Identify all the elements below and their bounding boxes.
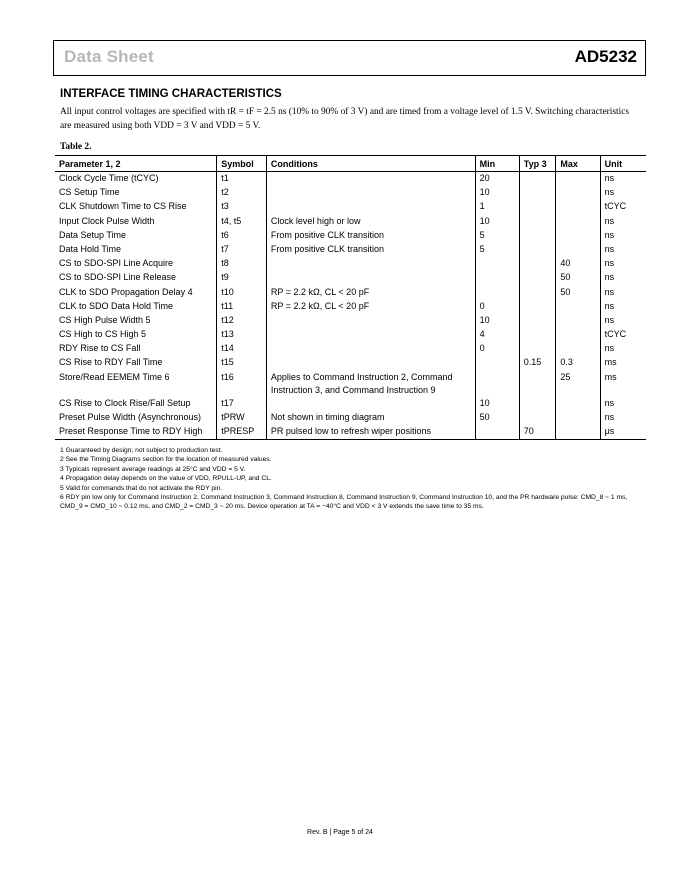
cell-conditions: From positive CLK transition: [266, 243, 475, 257]
cell-min: 5: [475, 243, 519, 257]
cell-conditions: PR pulsed low to refresh wiper positions: [266, 425, 475, 440]
timing-table: [55, 155, 646, 440]
cell-typ: [519, 172, 556, 187]
cell-unit: ns: [600, 243, 646, 257]
cell-max: 50: [556, 286, 600, 300]
cell-conditions: [266, 271, 475, 285]
cell-typ: [519, 371, 556, 397]
table-row: [55, 342, 646, 356]
cell-max: 50: [556, 271, 600, 285]
cell-parameter: RDY Rise to CS Fall: [59, 343, 141, 354]
page-header: [53, 40, 646, 76]
cell-symbol: t16: [217, 371, 267, 397]
footnote-2: 2 See the Timing Diagrams section for the location of measured values.: [60, 456, 272, 464]
cell-typ: [519, 229, 556, 243]
cell-unit: ns: [600, 300, 646, 314]
cell-symbol: t7: [217, 243, 267, 257]
cell-conditions: [266, 257, 475, 271]
cell-conditions: [266, 342, 475, 356]
cell-min: [475, 425, 519, 440]
table-row: [55, 425, 646, 440]
cell-parameter: CS High Pulse Width 5: [59, 314, 151, 325]
cell-symbol: t4, t5: [217, 215, 267, 229]
cell-unit: ns: [600, 342, 646, 356]
cell-typ: [519, 186, 556, 200]
cell-max: [556, 411, 600, 425]
cell-parameter: Store/Read EEMEM Time 6: [59, 371, 170, 382]
cell-conditions: Clock level high or low: [266, 215, 475, 229]
cell-max: 0.3: [556, 356, 600, 370]
table-header-row: [55, 156, 646, 172]
footnote-5: 5 Valid for commands that do not activate the RDY pin.: [60, 484, 223, 492]
cell-unit: tCYC: [600, 200, 646, 214]
cell-parameter: CS High to CS High 5: [59, 329, 147, 340]
cell-parameter: CLK to SDO Data Hold Time: [59, 300, 174, 311]
cell-conditions: [266, 186, 475, 200]
cell-parameter: Preset Response Time to RDY High: [55, 425, 217, 440]
intro-paragraph: All input control voltages are specified with tR = tF = 2.5 ns (10% to 90% of 3 V) and are timed from a voltage level of 1.5 V. Switching characteristics are measured using both VDD = 3 V and VDD = 5 V.: [60, 107, 630, 131]
cell-min: 0: [475, 342, 519, 356]
cell-unit: ns: [600, 271, 646, 285]
cell-min: 1: [475, 200, 519, 214]
cell-max: [556, 243, 600, 257]
cell-conditions: RP = 2.2 kΩ, CL < 20 pF: [266, 286, 475, 300]
cell-conditions: [266, 328, 475, 342]
table-row: [55, 215, 646, 229]
cell-max: [556, 397, 600, 411]
cell-typ: 0.15: [519, 356, 556, 370]
col-header-conditions: Conditions: [266, 156, 475, 172]
col-header-parameter: Parameter 1, 2: [55, 156, 217, 172]
cell-unit: ns: [600, 172, 646, 187]
table-row: [55, 229, 646, 243]
cell-parameter: CS to SDO-SPI Line Acquire: [59, 258, 174, 269]
table-row: [55, 328, 646, 342]
cell-unit: ns: [600, 286, 646, 300]
cell-max: 40: [556, 257, 600, 271]
cell-typ: [519, 411, 556, 425]
cell-min: 50: [475, 411, 519, 425]
cell-min: 20: [475, 172, 519, 187]
cell-min: 5: [475, 229, 519, 243]
cell-symbol: t17: [217, 397, 267, 411]
table-caption: Table 2.: [60, 142, 92, 152]
cell-min: 10: [475, 215, 519, 229]
cell-conditions: Not shown in timing diagram: [266, 411, 475, 425]
cell-parameter: CLK Shutdown Time to CS Rise: [59, 201, 187, 212]
col-header-unit: Unit: [600, 156, 646, 172]
cell-max: [556, 314, 600, 328]
cell-max: [556, 300, 600, 314]
cell-symbol: t10: [217, 286, 267, 300]
cell-typ: [519, 215, 556, 229]
cell-max: [556, 342, 600, 356]
cell-unit: ms: [600, 356, 646, 370]
cell-max: [556, 172, 600, 187]
cell-max: [556, 215, 600, 229]
cell-parameter: CS Setup Time: [59, 187, 120, 198]
cell-parameter: Clock Cycle Time (tCYC): [59, 173, 159, 183]
cell-min: 10: [475, 186, 519, 200]
cell-symbol: tPRESP: [217, 425, 267, 440]
cell-symbol: t11: [217, 300, 267, 314]
cell-min: [475, 356, 519, 370]
table-row: [55, 314, 646, 328]
table-row: [55, 186, 646, 200]
footnote-6: 6 RDY pin low only for Command Instruction 2, Command Instruction 3, Command Instruction 8, Command Instruction 9, Command Instruction 10, and the PR hardware pulse: CMD_8 ~ 1 ms, CMD_9 = CMD_10 ~ 0.12 ms, and CMD_2 = CMD_3 ~ 20 ms. Device operation at TA = −40°C and VDD < 3 V extends the save time to 35 ms.: [60, 494, 628, 511]
cell-parameter: Input Clock Pulse Width: [59, 215, 155, 226]
cell-parameter: CS to SDO-SPI Line Release: [59, 272, 177, 283]
cell-conditions: [266, 172, 475, 187]
cell-min: [475, 371, 519, 397]
table-row: [55, 300, 646, 314]
cell-unit: ns: [600, 314, 646, 328]
cell-min: 10: [475, 397, 519, 411]
cell-symbol: t2: [217, 186, 267, 200]
cell-unit: ns: [600, 411, 646, 425]
cell-min: [475, 257, 519, 271]
cell-parameter: CS Rise to RDY Fall Time: [59, 357, 163, 368]
col-header-max: Max: [556, 156, 600, 172]
cell-max: [556, 328, 600, 342]
section-title: INTERFACE TIMING CHARACTERISTICS: [60, 88, 282, 100]
table-row: [55, 411, 646, 425]
col-header-min: Min: [475, 156, 519, 172]
cell-unit: ns: [600, 229, 646, 243]
table-row: [55, 257, 646, 271]
col-header-symbol: Symbol: [217, 156, 267, 172]
cell-unit: ms: [600, 371, 646, 397]
cell-typ: [519, 328, 556, 342]
cell-typ: [519, 271, 556, 285]
footnote-1: 1 Guaranteed by design; not subject to production test.: [60, 447, 223, 454]
table-row: [55, 286, 646, 300]
header-doc-type: Data Sheet: [64, 47, 154, 66]
table-row: [55, 200, 646, 214]
cell-typ: [519, 397, 556, 411]
cell-typ: [519, 300, 556, 314]
cell-symbol: t3: [217, 200, 267, 214]
cell-parameter: Data Setup Time: [59, 229, 127, 240]
table-row: [55, 356, 646, 370]
footnote-4: 4 Propagation delay depends on the value of VDD, RPULL-UP, and CL.: [60, 475, 272, 483]
cell-typ: [519, 257, 556, 271]
cell-symbol: tPRW: [217, 411, 267, 425]
cell-symbol: t13: [217, 328, 267, 342]
cell-unit: ns: [600, 186, 646, 200]
cell-typ: [519, 314, 556, 328]
cell-conditions: [266, 356, 475, 370]
cell-conditions: [266, 314, 475, 328]
col-header-typ: Typ 3: [519, 156, 556, 172]
table-row: [55, 371, 646, 397]
cell-typ: [519, 243, 556, 257]
cell-max: [556, 186, 600, 200]
cell-parameter: Data Hold Time: [59, 243, 122, 254]
cell-typ: [519, 286, 556, 300]
cell-unit: ns: [600, 215, 646, 229]
cell-parameter: Preset Pulse Width (Asynchronous): [59, 411, 202, 422]
cell-symbol: t12: [217, 314, 267, 328]
table-row: [55, 172, 646, 187]
cell-symbol: t1: [217, 172, 267, 187]
cell-symbol: t6: [217, 229, 267, 243]
cell-unit: tCYC: [600, 328, 646, 342]
page-footer: Rev. B | Page 5 of 24: [307, 829, 373, 836]
cell-min: [475, 286, 519, 300]
cell-min: [475, 271, 519, 285]
footnotes: [60, 446, 645, 512]
cell-min: 10: [475, 314, 519, 328]
cell-symbol: t8: [217, 257, 267, 271]
cell-conditions: From positive CLK transition: [266, 229, 475, 243]
cell-unit: μs: [600, 425, 646, 440]
cell-typ: [519, 200, 556, 214]
cell-parameter: CLK to SDO Propagation Delay 4: [59, 286, 193, 297]
cell-max: [556, 425, 600, 440]
cell-min: 4: [475, 328, 519, 342]
table-row: [55, 271, 646, 285]
cell-max: [556, 200, 600, 214]
table-row: [55, 243, 646, 257]
cell-max: 25: [556, 371, 600, 397]
cell-parameter: CS Rise to Clock Rise/Fall Setup: [59, 397, 191, 408]
cell-typ: [519, 342, 556, 356]
cell-max: [556, 229, 600, 243]
cell-conditions: RP = 2.2 kΩ, CL < 20 pF: [266, 300, 475, 314]
footnote-3: 3 Typicals represent average readings at 25°C and VDD = 5 V.: [60, 465, 246, 473]
cell-unit: ns: [600, 397, 646, 411]
header-part-number: AD5232: [574, 47, 637, 66]
cell-min: 0: [475, 300, 519, 314]
table-row: [55, 397, 646, 411]
cell-conditions: Applies to Command Instruction 2, Command Instruction 3, and Command Instruction 9: [266, 371, 475, 397]
cell-conditions: [266, 397, 475, 411]
cell-typ: 70: [519, 425, 556, 440]
cell-symbol: t15: [217, 356, 267, 370]
cell-symbol: t9: [217, 271, 267, 285]
cell-unit: ns: [600, 257, 646, 271]
cell-symbol: t14: [217, 342, 267, 356]
cell-conditions: [266, 200, 475, 214]
